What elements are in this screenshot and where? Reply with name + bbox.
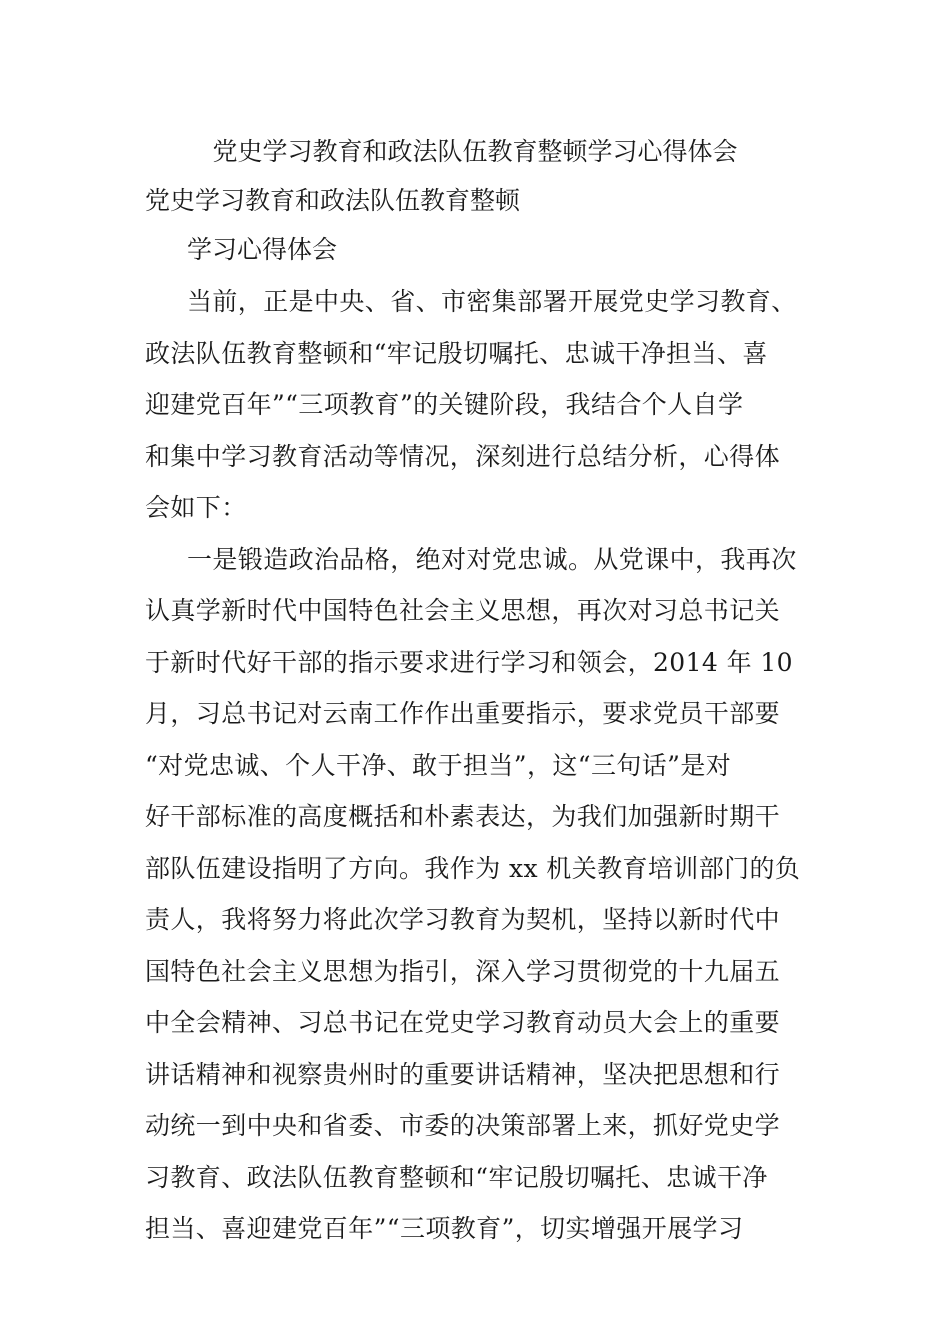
paragraph-line: 好干部标准的高度概括和朴素表达，为我们加强新时期干 [145,802,781,831]
paragraph-line: 国特色社会主义思想为指引，深入学习贯彻党的十九届五 [145,956,781,986]
paragraph-line: 习教育、政法队伍教育整顿和“牢记殷切嘱托、忠诚干净 [145,1162,768,1192]
paragraph-line: 一是锻造政治品格，绝对对党忠诚。从党课中，我再次 [187,544,797,574]
paragraph-line: 月，习总书记对云南工作作出重要指示，要求党员干部要 [145,699,781,728]
document-title: 党史学习教育和政法队伍教育整顿学习心得体会 [212,137,738,166]
paragraph-line: 当前，正是中央、省、市密集部署开展党史学习教育、 [187,287,797,316]
paragraph-line: 中全会精神、习总书记在党史学习教育动员大会上的重要 [145,1008,781,1037]
paragraph-line: “对党忠诚、个人干净、敢于担当”，这“三句话”是对 [145,750,732,780]
paragraph-line: 会如下： [145,493,247,522]
paragraph-line: 动统一到中央和省委、市委的决策部署上来，抓好党史学 [145,1111,781,1140]
paragraph-line: 和集中学习教育活动等情况，深刻进行总结分析，心得体 [145,441,781,471]
paragraph-line: 责人，我将努力将此次学习教育为契机，坚持以新时代中 [145,905,781,934]
paragraph-line: 担当、喜迎建党百年”“三项教育”，切实增强开展学习 [145,1214,744,1243]
paragraph-point-one [145,542,810,1263]
paragraph-intro [145,284,810,542]
paragraph-line: 迎建党百年”“三项教育”的关键阶段，我结合个人自学 [145,390,744,419]
paragraph-line: 部队伍建设指明了方向。我作为 xx 机关教育培训部门的负 [145,853,801,883]
paragraph-line: 讲话精神和视察贵州时的重要讲话精神，坚决把思想和行 [145,1059,781,1089]
paragraph-line: 认真学新时代中国特色社会主义思想，再次对习总书记关 [145,596,781,625]
document-subtitle-line2: 学习心得体会 [187,235,338,264]
paragraph-line: 政法队伍教育整顿和“牢记殷切嘱托、忠诚干净担当、喜 [145,338,768,368]
paragraph-line: 于新时代好干部的指示要求进行学习和领会，2014 年 10 [145,647,793,677]
document-subtitle-line1: 党史学习教育和政法队伍教育整顿 [145,186,521,215]
document-body [145,284,810,1263]
